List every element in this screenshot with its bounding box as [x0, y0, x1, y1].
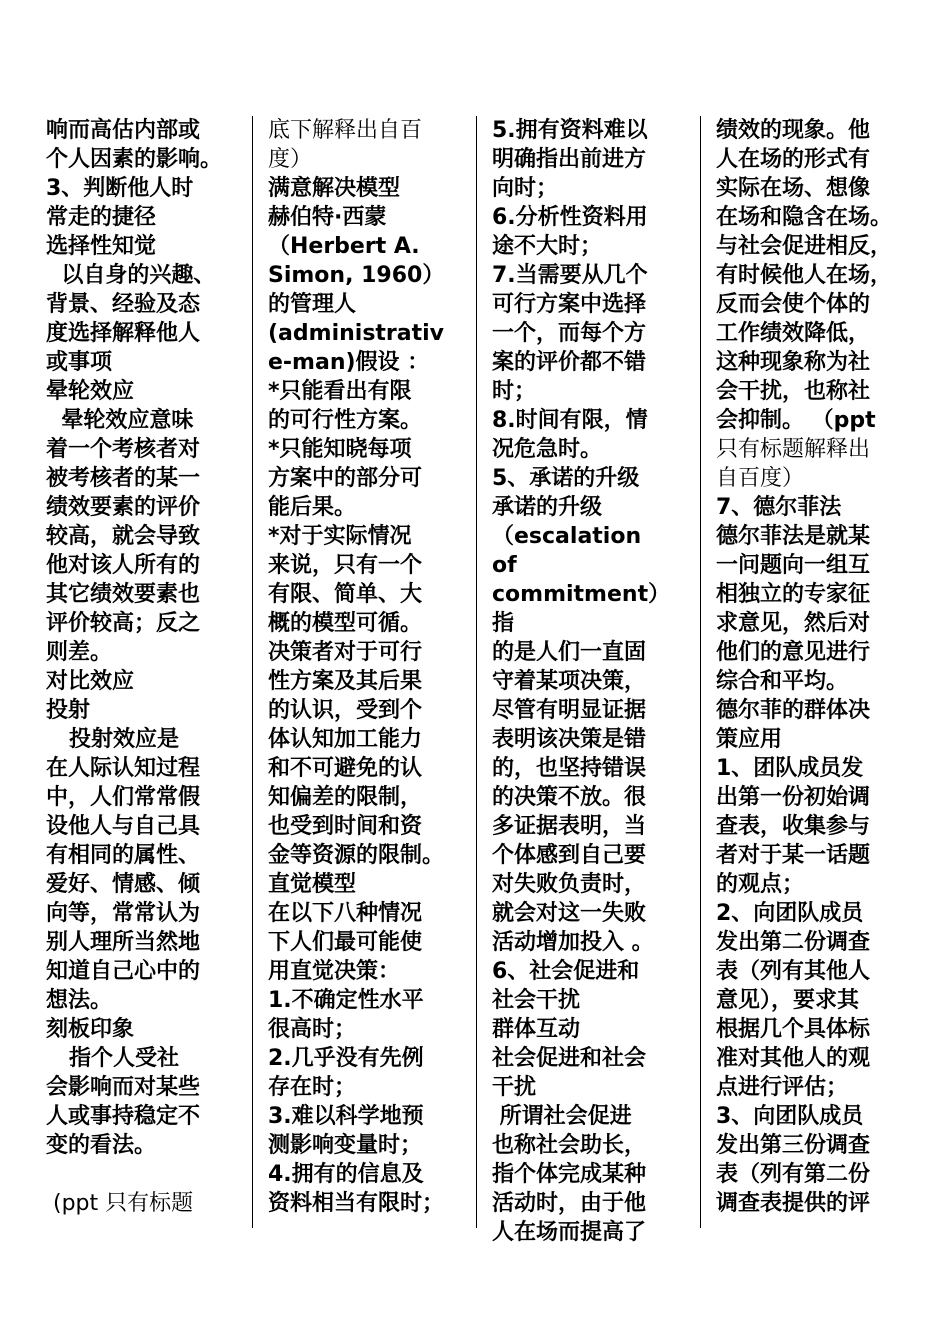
- text-line: 知偏差的限制，: [268, 785, 423, 810]
- text-line: 决策者对于可行: [268, 640, 423, 665]
- text-line: e-man)假设 ：: [268, 350, 430, 375]
- text-line: 会干扰，也称社: [716, 379, 871, 404]
- text-line: 多证据表明，当: [492, 814, 647, 839]
- text-line: 指个体完成某种: [492, 1162, 647, 1187]
- text-line: 别人理所当然地: [46, 930, 201, 955]
- text-line: 人或事持稳定不: [46, 1104, 201, 1129]
- text-line: 向等，常常认为: [46, 901, 201, 926]
- text-line: 途不大时；: [492, 234, 603, 259]
- text-line: 点进行评估；: [716, 1075, 849, 1100]
- column-divider: [476, 116, 477, 1228]
- text-line: 人在场的形式有: [716, 147, 871, 172]
- text-line: 的可行性方案。: [268, 408, 423, 433]
- text-line: 和不可避免的认: [268, 756, 423, 781]
- text-line: 相独立的专家征: [716, 582, 871, 607]
- text-line: 度）: [268, 147, 313, 172]
- text-line: 反而会使个体的: [716, 292, 871, 317]
- text-line: 人在场而提高了: [492, 1220, 647, 1245]
- text-line: 活动时，由于他: [492, 1191, 647, 1216]
- text-line: 很高时；: [268, 1017, 357, 1042]
- text-line: 在以下八种情况: [268, 901, 423, 926]
- text-line: 只有标题解释出: [716, 437, 871, 462]
- text-line: 有限、简单、大: [268, 582, 423, 607]
- text-line: 意见），要求其: [716, 988, 860, 1013]
- text-line: 个体感到自己要: [492, 843, 647, 868]
- text-line: *只能看出有限: [268, 379, 412, 404]
- text-line: 承诺的升级: [492, 495, 603, 520]
- text-line: 根据几个具体标: [716, 1017, 871, 1042]
- text-line: 设他人与自己具: [46, 814, 201, 839]
- text-line: 度选择解释他人: [46, 321, 201, 346]
- text-line: 自百度）: [716, 466, 805, 491]
- text-line: 7、德尔菲法: [716, 495, 842, 520]
- text-line: 向时；: [492, 176, 559, 201]
- text-line: 1.不确定性水平: [268, 988, 424, 1013]
- text-line: 综合和平均。: [716, 669, 849, 694]
- text-line: 选择性知觉: [46, 234, 157, 259]
- text-line: 知道自己心中的: [46, 959, 201, 984]
- text-line: 爱好、情感、倾: [46, 872, 201, 897]
- text-line: 变的看法。: [46, 1133, 157, 1158]
- text-line: 求意见，然后对: [716, 611, 871, 636]
- text-line: 6.分析性资料用: [492, 205, 648, 230]
- text-line: 德尔菲的群体决: [716, 698, 871, 723]
- text-line: 或事项: [46, 350, 113, 375]
- text-line: 满意解决模型: [268, 176, 401, 201]
- text-line: 常走的捷径: [46, 205, 157, 230]
- text-line: 时；: [492, 379, 537, 404]
- text-line: 被考核者的某一: [46, 466, 201, 491]
- text-line: 的，也坚持错误: [492, 756, 647, 781]
- text-line: 表（列有其他人: [716, 959, 871, 984]
- text-line: 群体互动: [492, 1017, 581, 1042]
- text-line: 3、判断他人时: [46, 176, 194, 201]
- text-line: 中，人们常常假: [46, 785, 201, 810]
- text-line: 的决策不放。很: [492, 785, 647, 810]
- text-line: 的管理人: [268, 292, 357, 317]
- text-line: 其它绩效要素也: [46, 582, 201, 607]
- text-line: 明确指出前进方: [492, 147, 647, 172]
- text-line: 与社会促进相反，: [716, 234, 893, 259]
- text-line: 会抑制。 （ppt: [716, 408, 876, 433]
- text-line: 存在时；: [268, 1075, 357, 1100]
- text-line: 可行方案中选择: [492, 292, 647, 317]
- text-line: 他们的意见进行: [716, 640, 871, 665]
- text-line: 发出第三份调查: [716, 1133, 871, 1158]
- text-line: 准对其他人的观: [716, 1046, 871, 1071]
- text-line: 2.几乎没有先例: [268, 1046, 424, 1071]
- text-line: 3、向团队成员: [716, 1104, 864, 1129]
- text-line: 表明该决策是错: [492, 727, 647, 752]
- text-line: 也称社会助长，: [492, 1133, 647, 1158]
- text-line: 7.当需要从几个: [492, 263, 648, 288]
- text-line: of: [492, 553, 517, 578]
- text-line: 的是人们一直固: [492, 640, 647, 665]
- text-line: 在场和隐含在场。: [716, 205, 893, 230]
- text-line: 发出第二份调查: [716, 930, 871, 955]
- text-line: 德尔菲法是就某: [716, 524, 871, 549]
- text-line: 资料相当有限时；: [268, 1191, 445, 1216]
- text-line: 工作绩效降低，: [716, 321, 871, 346]
- text-line: 绩效的现象。他: [716, 118, 871, 143]
- text-line: 实际在场、想像: [716, 176, 871, 201]
- text-line: 况危急时。: [492, 437, 603, 462]
- text-line: 下人们最可能使: [268, 930, 423, 955]
- text-line: 则差。: [46, 640, 113, 665]
- text-line: 直觉模型: [268, 872, 357, 897]
- text-line: 这种现象称为社: [716, 350, 871, 375]
- text-line: 就会对这一失败: [492, 901, 647, 926]
- text-line: 所谓社会促进: [492, 1104, 632, 1129]
- text-line: 响而高估内部或: [46, 118, 201, 143]
- text-line: 背景、经验及态: [46, 292, 201, 317]
- text-line: 案的评价都不错: [492, 350, 647, 375]
- text-line: 一问题向一组互: [716, 553, 871, 578]
- text-line: 者对于某一话题: [716, 843, 871, 868]
- text-line: 晕轮效应: [46, 379, 135, 404]
- text-line: 投射: [46, 698, 91, 723]
- text-line: 绩效要素的评价: [46, 495, 201, 520]
- text-line: 活动增加投入 。: [492, 930, 654, 955]
- text-line: 会影响而对某些: [46, 1075, 201, 1100]
- text-line: 1、团队成员发: [716, 756, 864, 781]
- text-line: *对于实际情况: [268, 524, 412, 549]
- text-line: 评价较高；反之: [46, 611, 201, 636]
- text-line: 也受到时间和资: [268, 814, 423, 839]
- text-column-2: [268, 116, 450, 1218]
- text-line: 测影响变量时；: [268, 1133, 423, 1158]
- text-line: 刻板印象: [46, 1017, 135, 1042]
- text-line: 6、社会促进和: [492, 959, 640, 984]
- text-line: 投射效应是: [46, 727, 179, 752]
- text-column-1: [46, 116, 228, 1218]
- text-line: Simon, 1960）: [268, 263, 445, 288]
- text-column-4: [716, 116, 898, 1218]
- text-line: 赫伯特·西蒙: [268, 205, 387, 230]
- text-line: 有时候他人在场，: [716, 263, 893, 288]
- text-line: (ppt 只有标题: [46, 1191, 194, 1216]
- text-line: *只能知晓每项: [268, 437, 412, 462]
- text-line: 概的模型可循。: [268, 611, 423, 636]
- text-line: 尽管有明显证据: [492, 698, 647, 723]
- text-line: 一个，而每个方: [492, 321, 647, 346]
- text-line: [46, 1160, 228, 1189]
- text-line: 金等资源的限制。: [268, 843, 445, 868]
- text-line: 性方案及其后果: [268, 669, 423, 694]
- text-line: 的认识，受到个: [268, 698, 423, 723]
- text-line: 5、承诺的升级: [492, 466, 640, 491]
- text-line: 体认知加工能力: [268, 727, 423, 752]
- text-line: 出第一份初始调: [716, 785, 871, 810]
- text-line: 能后果。: [268, 495, 357, 520]
- text-line: （Herbert A.: [268, 234, 420, 259]
- text-line: 8.时间有限，情: [492, 408, 648, 433]
- text-line: 2、向团队成员: [716, 901, 864, 926]
- text-line: 社会促进和社会: [492, 1046, 647, 1071]
- text-line: 来说，只有一个: [268, 553, 423, 578]
- text-line: 策应用: [716, 727, 783, 752]
- text-line: 用直觉决策：: [268, 959, 401, 984]
- text-line: 对失败负责时，: [492, 872, 647, 897]
- text-line: 干扰: [492, 1075, 537, 1100]
- column-divider: [252, 116, 253, 1228]
- text-line: commitment）指: [492, 582, 671, 636]
- text-line: 底下解释出自百: [268, 118, 423, 143]
- text-line: 他对该人所有的: [46, 553, 201, 578]
- text-line: 较高，就会导致: [46, 524, 201, 549]
- text-line: 5.拥有资料难以: [492, 118, 648, 143]
- text-line: 调查表提供的评: [716, 1191, 871, 1216]
- text-line: 晕轮效应意味: [46, 408, 194, 433]
- text-line: 表（列有第二份: [716, 1162, 871, 1187]
- text-line: 3.难以科学地预: [268, 1104, 424, 1129]
- text-line: 个人因素的影响。: [46, 147, 223, 172]
- text-line: 在人际认知过程: [46, 756, 201, 781]
- text-column-3: [492, 116, 674, 1247]
- text-line: 以自身的兴趣、: [46, 263, 216, 288]
- text-line: 想法。: [46, 988, 113, 1013]
- text-line: 方案中的部分可: [268, 466, 423, 491]
- text-line: 守着某项决策，: [492, 669, 647, 694]
- text-line: (administrativ: [268, 321, 445, 346]
- text-line: 4.拥有的信息及: [268, 1162, 424, 1187]
- text-line: 着一个考核者对: [46, 437, 201, 462]
- text-line: 对比效应: [46, 669, 135, 694]
- text-line: 有相同的属性、: [46, 843, 201, 868]
- text-line: 指个人受社: [46, 1046, 179, 1071]
- text-line: 的观点；: [716, 872, 805, 897]
- text-line: （escalation: [492, 524, 642, 549]
- column-divider: [700, 116, 701, 1228]
- text-line: 社会干扰: [492, 988, 581, 1013]
- text-line: 查表，收集参与: [716, 814, 871, 839]
